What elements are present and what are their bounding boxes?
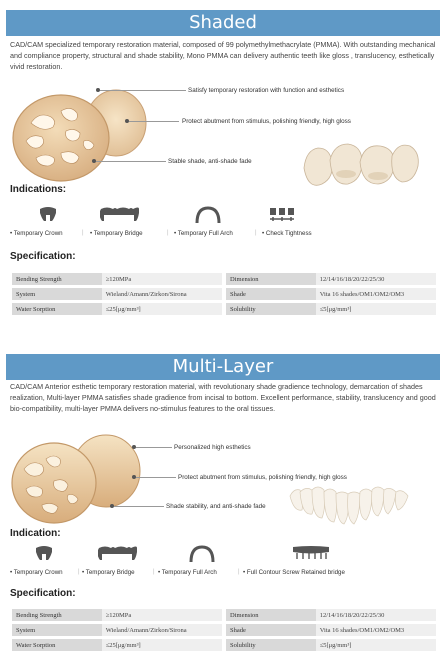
indication-label: • Check Tightness [262,230,312,237]
indication-label: • Temporary Bridge [90,230,143,237]
shaded-section [0,0,446,330]
spec-key: Solubility [226,303,316,315]
spec-key: Bending Strength [12,273,102,285]
shaded-milled-disc-image [6,83,166,183]
indication-label: • Temporary Crown [10,569,63,576]
full-arch-icon [188,545,216,563]
spec-key: Solubility [226,639,316,651]
indication-label: • Temporary Full Arch [174,230,233,237]
spec-value: Wieland/Amann/Zirkon/Sirona [102,288,222,300]
spec-value: ≥120MPa [102,273,222,285]
indication-label: • Temporary Full Arch [158,569,217,576]
spec-value: Vita 16 shades/OM1/OM2/OM3 [316,288,436,300]
multilayer-milled-disc-image [6,431,166,531]
spec-value: 12/14/16/18/20/22/25/30 [316,273,436,285]
callout-label: Satisfy temporary restoration with function and esthetics [188,87,345,94]
temporary-bridge-icon [98,545,138,561]
spec-key: Water Sorption [12,639,102,651]
shaded-spec-table [12,270,436,318]
spec-value: ≥120MPa [102,609,222,621]
check-tightness-icon [268,206,296,226]
shaded-specification-heading: Specification: [10,251,76,262]
shaded-indications-heading: Indications: [10,184,67,195]
full-arch-bridge-image [288,482,418,537]
table-row [12,609,436,621]
spec-value: Vita 16 shades/OM1/OM2/OM3 [316,624,436,636]
multilayer-intro-text: CAD/CAM Anterior esthetic temporary restoration material, with revolutionary shade gradience technology, demarcation of shades realization, Multi-layer PMMA satisfies shade gradience from incisal to bottom. Excellent performance, stability, translucency and good bio-compatibility, multi-layer PMMA delivers no-stimulus features to the oral tissues. [10,382,436,413]
spec-value: Wieland/Amann/Zirkon/Sirona [102,624,222,636]
full-arch-icon [194,206,222,224]
spec-key: Shade [226,624,316,636]
crown-bridge-image [300,138,424,201]
shaded-indications-row: • Temporary Crown | • Temporary Bridge | • Temporary Full Arch | • Check Tightness [10,206,430,242]
callout-label: Protect abutment from stimulus, polishing friendly, high gloss [178,474,347,481]
spec-key: Dimension [226,609,316,621]
spec-key: Shade [226,288,316,300]
spec-value: ≤5[μg/mm³] [316,303,436,315]
multilayer-indication-heading: Indication: [10,528,61,539]
multilayer-banner-title: Multi-Layer [6,354,440,380]
indication-label: • Temporary Bridge [82,569,135,576]
screw-retained-bridge-icon [291,545,331,561]
shaded-intro-text: CAD/CAM specialized temporary restoration material, composed of 99 polymethylmethacrylate (PMMA). With outstanding mechanical and compliance property, structural and shade stability, Mono PMMA can delivery authentic teeth like gloss , translucency, esthetically vivid restoration. [10,40,436,71]
callout-label: Shade stability, and anti-shade fade [166,503,266,510]
temporary-bridge-icon [100,206,140,222]
spec-key: System [12,624,102,636]
indication-label: • Temporary Crown [10,230,63,237]
spec-value: 12/14/16/18/20/22/25/30 [316,609,436,621]
spec-value: ≤5[μg/mm³] [316,639,436,651]
table-row [12,288,436,300]
table-row [12,273,436,285]
table-row [12,639,436,651]
spec-key: Dimension [226,273,316,285]
temporary-crown-icon [38,206,58,222]
spec-key: System [12,288,102,300]
table-row [12,624,436,636]
callout-label: Stable shade, anti-shade fade [168,158,252,165]
shaded-banner-title: Shaded [6,10,440,36]
spec-value: ≤25[μg/mm³] [102,303,222,315]
multilayer-spec-table [12,606,436,654]
temporary-crown-icon [34,545,54,561]
table-row [12,303,436,315]
callout-label: Protect abutment from stimulus, polishing friendly, high gloss [182,118,351,125]
spec-value: ≤25[μg/mm³] [102,639,222,651]
multilayer-indications-row: • Temporary Crown | • Temporary Bridge | • Temporary Full Arch | • Full Contour Screw Retained bridge [10,545,430,581]
callout-label: Personalized high esthetics [174,444,251,451]
spec-key: Bending Strength [12,609,102,621]
multilayer-section [0,352,446,664]
spec-key: Water Sorption [12,303,102,315]
multilayer-specification-heading: Specification: [10,588,76,599]
indication-label: • Full Contour Screw Retained bridge [243,569,345,576]
